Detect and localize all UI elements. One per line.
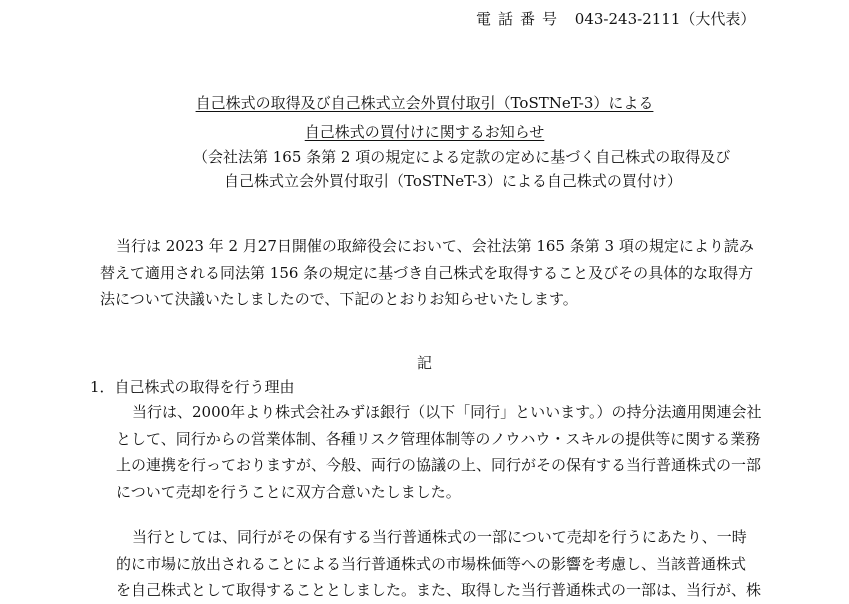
phone-line	[476, 8, 755, 29]
intro-paragraph	[100, 233, 754, 313]
document-title-line2: 自己株式の買付けに関するお知らせ	[304, 123, 545, 141]
paragraph-line: として、同行からの営業体制、各種リスク管理体制等のノウハウ・スキルの提供等に関する業務	[116, 429, 761, 448]
paragraph-line: 的に市場に放出されることによる当行普通株式の市場株価等への影響を考慮し、当該普通株式	[116, 554, 747, 573]
paragraph-line: 上の連携を行っておりますが、今般、両行の協議の上、同行がその保有する当行普通株式の一部	[116, 456, 762, 474]
paragraph-line: を自己株式として取得することとしました。また、取得した当行普通株式の一部は、当行が、株	[116, 581, 762, 599]
paragraph-line: 当行としては、同行がその保有する当行普通株式の一部について売却を行うにあたり、一時	[132, 528, 747, 546]
section-heading: 1．自己株式の取得を行う理由	[90, 378, 295, 396]
phone-number: 043-243-2111（大代表）	[574, 10, 756, 28]
document-subtitle-line2: 自己株式立会外買付取引（ToSTNeT-3）による自己株式の買付け）	[224, 172, 682, 190]
paragraph-line: 当行は、2000年より株式会社みずほ銀行（以下「同行」といいます。）の持分法適用関連会社	[132, 403, 762, 421]
phone-label: 電話番号	[476, 10, 565, 28]
document-subtitle-line1: （会社法第 165 条第 2 項の規定による定款の定めに基づく自己株式の取得及び	[193, 148, 731, 166]
paragraph-line: 替えて適用される同法第 156 条の規定に基づき自己株式を取得すること及びその具体的な取得方	[100, 263, 754, 282]
paragraph-line: について売却を行うことに双方合意いたしました。	[116, 482, 461, 501]
section-paragraph-2	[116, 524, 761, 604]
paragraph-line: 当行は 2023 年 2 月27日開催の取締役会において、会社法第 165 条第 3 項の規定により読み	[116, 237, 754, 255]
document-title-line1: 自己株式の取得及び自己株式立会外買付取引（ToSTNeT-3）による	[195, 94, 654, 112]
paragraph-line: 法について決議いたしましたので、下記のとおりお知らせいたします。	[100, 290, 578, 308]
section-paragraph-1	[116, 399, 761, 505]
ki-marker: 記	[416, 354, 432, 372]
